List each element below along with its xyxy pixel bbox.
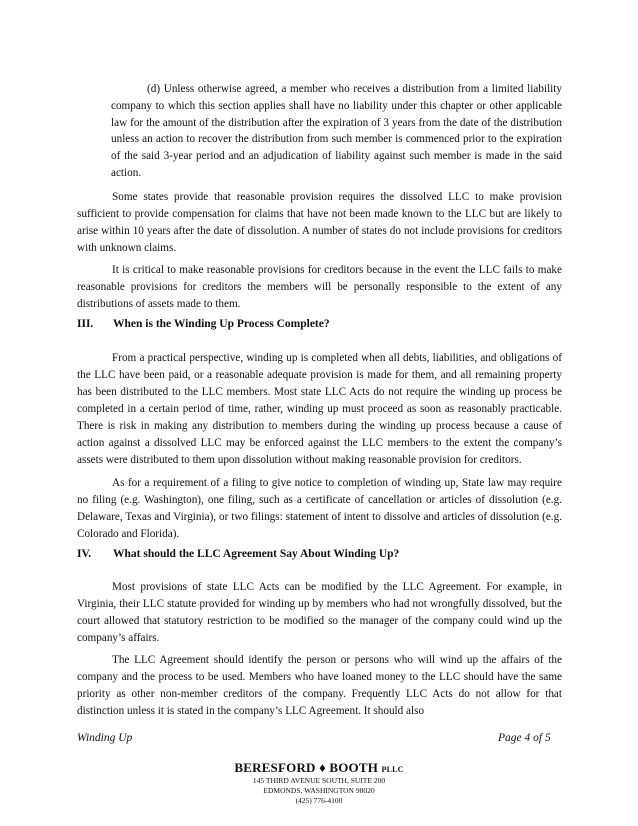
paragraph-critical bbox=[77, 262, 562, 313]
paragraph-text: Some states provide that reasonable provision requires the dissolved LLC to make provision sufficient to provide compensation for claims that have not been made known to the LLC but are likely to arise within 10 years after the date of dissolution. A number of states do not include provisions for creditors with unknown claims. bbox=[77, 191, 562, 254]
quote-text: (d) Unless otherwise agreed, a member who receives a distribution from a limited liability company to which this section applies shall have no liability under this chapter or other applicable law for the amount of the distribution after the expiration of 3 years from the date of the distribution unless an action to recover the distribution from such member is commenced prior to the expiration of the said 3-year period and an adjudication of liability against such member is made in the said action. bbox=[111, 83, 562, 179]
firm-phone: (425) 776-4100 bbox=[295, 796, 343, 805]
section-number: IV. bbox=[77, 548, 92, 560]
footer-page-number: Page 4 of 5 bbox=[498, 732, 551, 744]
paragraph-reasonable-provision bbox=[77, 189, 562, 257]
section-number: III. bbox=[77, 318, 94, 330]
paragraph-text: From a practical perspective, winding up is completed when all debts, liabilities, and obligations of the LLC have been paid, or a reasonable adequate provision is made for them, and all remaining property has been distributed to the LLC members. Most state LLC Acts do not require the winding up process be completed in a certain period of time, rather, winding up must proceed as soon as reasonably practicable. There is risk in making any distribution to members during the winding up process because a cause of action against a dissolved LLC may be enforced against the LLC members to the extent the company’s assets were distributed to them upon dissolution without making reasonable provision for creditors. bbox=[77, 352, 562, 466]
paragraph-filing bbox=[77, 475, 562, 543]
section-heading-iii bbox=[77, 318, 330, 330]
statute-quote bbox=[111, 81, 562, 182]
paragraph-modified bbox=[77, 579, 562, 647]
paragraph-text: Most provisions of state LLC Acts can be modified by the LLC Agreement. For example, in Virginia, their LLC statute provided for winding up by members who had not wrongfully dissolved, but the court allowed that statutory restriction to be modified so the manager of the company could wind up the company’s affairs. bbox=[77, 581, 562, 644]
firm-suffix: PLLC bbox=[381, 765, 404, 774]
footer-title: Winding Up bbox=[77, 732, 133, 744]
paragraph-text: The LLC Agreement should identify the person or persons who will wind up the affairs of the company and the process to be used. Members who have loaned money to the LLC should have the same priority as other non-member creditors of the company. Frequently LLC Acts do not allow for that distinction unless it is stated in the company’s LLC Agreement. It should also bbox=[77, 654, 562, 717]
paragraph-text: As for a requirement of a filing to give notice to completion of winding up, State law may require no filing (e.g. Washington), one filing, such as a certificate of cancellation or articles of dissolution (e.g. Delaware, Texas and Virginia), or two filings: statement of intent to dissolve and articles of dissolution (e.g. Colorado and Florida). bbox=[77, 477, 562, 540]
section-title: When is the Winding Up Process Complete? bbox=[113, 318, 330, 330]
firm-name-text: BERESFORD ♦ BOOTH bbox=[234, 760, 379, 775]
firm-name bbox=[0, 760, 638, 776]
paragraph-text: It is critical to make reasonable provisions for creditors because in the event the LLC fails to make reasonable provisions for creditors the members will be personally responsible to the extent of any distributions of assets made to them. bbox=[77, 264, 562, 310]
paragraph-practical bbox=[77, 350, 562, 469]
section-title: What should the LLC Agreement Say About Winding Up? bbox=[113, 548, 400, 560]
firm-address-line2: EDMONDS, WASHINGTON 98020 bbox=[263, 786, 375, 795]
firm-letterhead bbox=[0, 760, 638, 806]
section-heading-iv bbox=[77, 548, 399, 560]
paragraph-llc-agreement bbox=[77, 652, 562, 720]
firm-address-line1: 145 THIRD AVENUE SOUTH, SUITE 200 bbox=[252, 776, 386, 785]
